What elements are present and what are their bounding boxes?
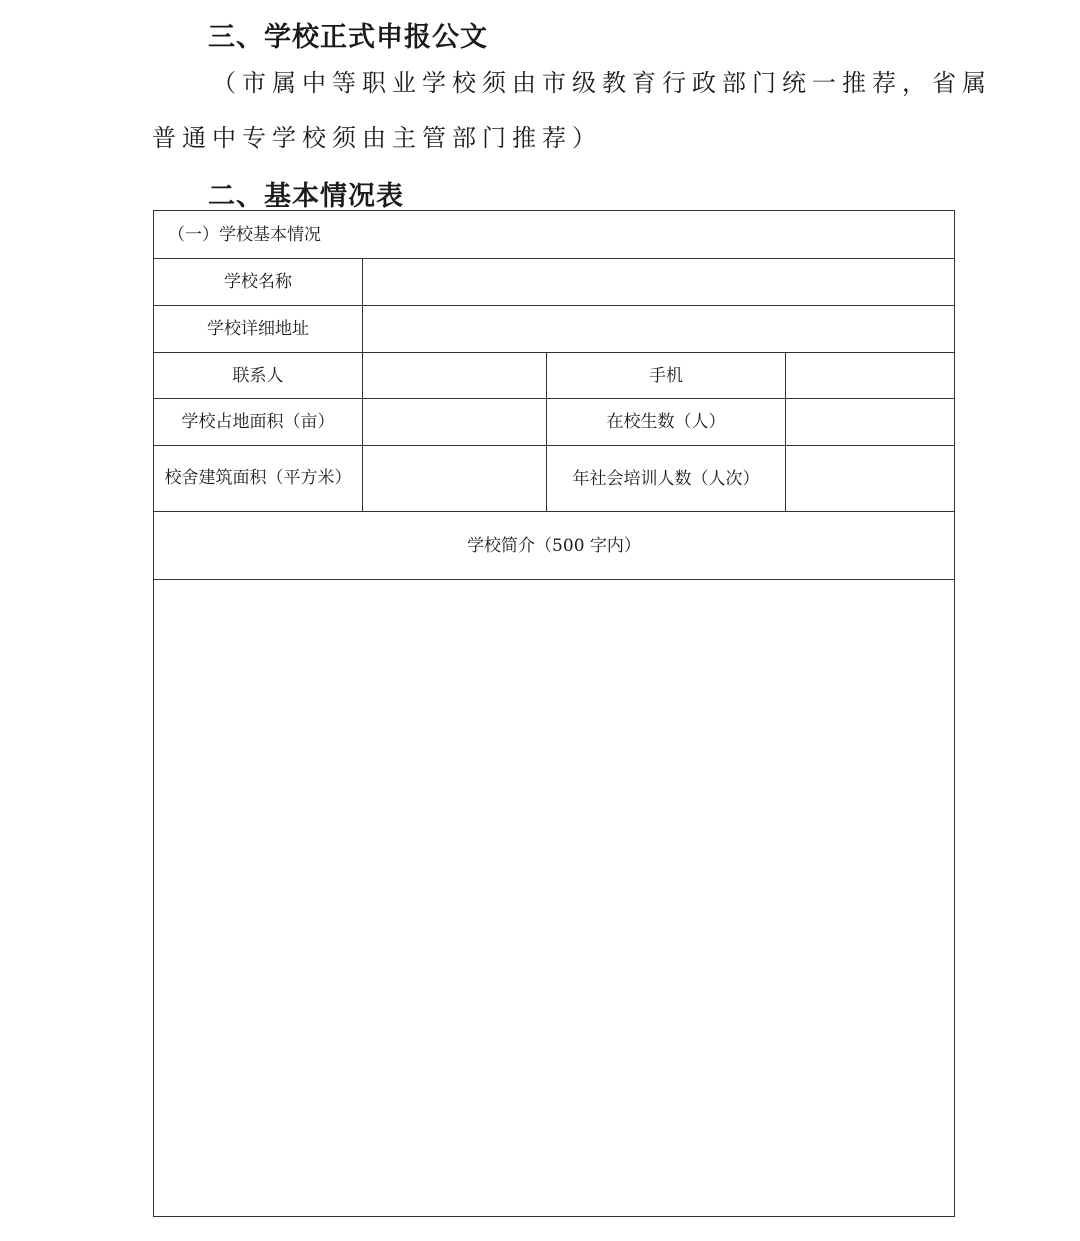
basic-info-table — [153, 210, 955, 1217]
section-3-heading: 三、学校正式申报公文 — [208, 22, 488, 53]
intro-label: 学校简介（500 字内） — [154, 512, 955, 580]
school-name-field[interactable] — [363, 259, 955, 306]
training-field[interactable] — [786, 446, 955, 512]
training-label: 年社会培训人数（人次） — [547, 446, 786, 512]
subsection-row — [154, 211, 955, 259]
school-name-label: 学校名称 — [154, 259, 363, 306]
address-row — [154, 306, 955, 353]
contact-field[interactable] — [363, 353, 547, 399]
address-field[interactable] — [363, 306, 955, 353]
building-row — [154, 446, 955, 512]
subsection-title: （一）学校基本情况 — [154, 211, 955, 259]
contact-row — [154, 353, 955, 399]
address-label: 学校详细地址 — [154, 306, 363, 353]
school-name-row — [154, 259, 955, 306]
section-3-note-line-2: 普通中专学校须由主管部门推荐） — [152, 124, 602, 152]
phone-label: 手机 — [547, 353, 786, 399]
phone-field[interactable] — [786, 353, 955, 399]
section-3-note-line-1: （市属中等职业学校须由市级教育行政部门统一推荐，省属 — [212, 69, 992, 97]
building-area-label: 校舍建筑面积（平方米） — [154, 446, 363, 512]
intro-body-row — [154, 580, 955, 1217]
students-field[interactable] — [786, 399, 955, 446]
land-area-field[interactable] — [363, 399, 547, 446]
contact-label: 联系人 — [154, 353, 363, 399]
building-area-field[interactable] — [363, 446, 547, 512]
intro-header-row — [154, 512, 955, 580]
students-label: 在校生数（人） — [547, 399, 786, 446]
land-area-label: 学校占地面积（亩） — [154, 399, 363, 446]
area-row — [154, 399, 955, 446]
section-2-heading: 二、基本情况表 — [208, 181, 404, 212]
intro-field[interactable] — [154, 580, 955, 1217]
